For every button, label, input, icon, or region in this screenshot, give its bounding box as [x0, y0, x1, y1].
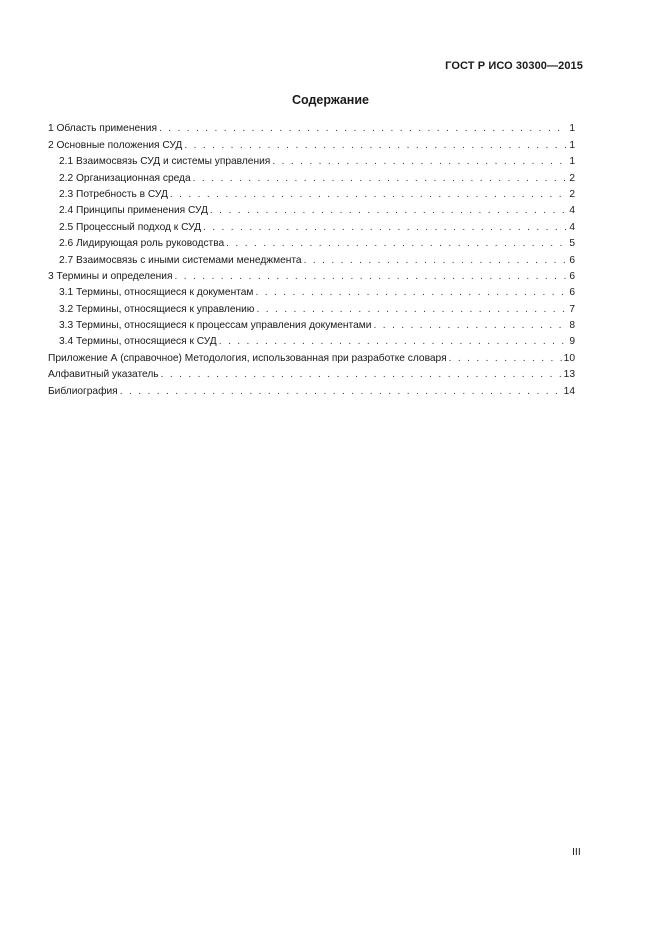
toc-entry[interactable]	[48, 201, 575, 217]
toc-entry[interactable]	[48, 381, 575, 397]
toc-entry-label: 3 Термины и определения	[48, 270, 173, 282]
toc-entry[interactable]	[48, 234, 575, 250]
toc-entry-label: 3.4 Термины, относящиеся к СУД	[59, 336, 217, 348]
toc-entry-page: 2	[569, 188, 575, 200]
toc-entry-label: 2.4 Принципы применения СУД	[59, 205, 208, 217]
toc-leader-dots	[210, 205, 567, 217]
toc-entry-label: 1 Область применения	[48, 123, 157, 135]
toc-entry[interactable]	[48, 267, 575, 283]
standard-header: ГОСТ Р ИСО 30300—2015	[445, 60, 583, 72]
toc-entry[interactable]	[48, 168, 575, 184]
toc-leader-dots	[159, 123, 567, 135]
toc-entry[interactable]	[48, 365, 575, 381]
table-of-contents	[48, 119, 575, 398]
toc-entry-label: 2.3 Потребность в СУД	[59, 188, 168, 200]
toc-entry[interactable]	[48, 348, 575, 364]
toc-leader-dots	[193, 173, 568, 185]
toc-leader-dots	[255, 287, 567, 299]
toc-leader-dots	[184, 140, 567, 152]
toc-entry[interactable]	[48, 332, 575, 348]
toc-entry-page: 8	[569, 320, 575, 332]
toc-entry-page: 5	[569, 238, 575, 250]
toc-entry-page: 14	[563, 385, 575, 397]
toc-entry[interactable]	[48, 185, 575, 201]
toc-entry-page: 1	[569, 123, 575, 135]
toc-entry-page: 6	[569, 287, 575, 299]
toc-entry-page: 4	[569, 221, 575, 233]
toc-leader-dots	[272, 156, 567, 168]
toc-entry-page: 1	[569, 139, 575, 151]
toc-entry[interactable]	[48, 135, 575, 151]
toc-leader-dots	[161, 369, 562, 381]
toc-entry[interactable]	[48, 152, 575, 168]
toc-leader-dots	[226, 238, 567, 250]
page-number: III	[572, 846, 581, 858]
toc-entry-label: 3.1 Термины, относящиеся к документам	[59, 287, 254, 299]
toc-entry-label: 3.2 Термины, относящиеся к управлению	[59, 303, 255, 315]
toc-leader-dots	[219, 336, 568, 348]
toc-entry[interactable]	[48, 250, 575, 266]
toc-entry-label: 2.5 Процессный подход к СУД	[59, 221, 202, 233]
toc-leader-dots	[256, 304, 567, 316]
toc-entry-label: Приложение А (справочное) Методология, использованная при разработке словаря	[48, 352, 447, 364]
toc-leader-dots	[203, 222, 567, 234]
toc-entry-label: 2.7 Взаимосвязь с иными системами менеджмента	[59, 254, 302, 266]
toc-leader-dots	[174, 271, 567, 283]
toc-leader-dots	[120, 386, 562, 398]
toc-entry-page: 7	[569, 303, 575, 315]
toc-entry-page: 1	[569, 156, 575, 168]
toc-entry-label: 2 Основные положения СУД	[48, 139, 183, 151]
toc-entry[interactable]	[48, 316, 575, 332]
toc-entry-label: Библиография	[48, 385, 118, 397]
toc-entry-label: 2.2 Организационная среда	[59, 172, 191, 184]
toc-leader-dots	[373, 320, 567, 332]
toc-leader-dots	[449, 353, 562, 365]
toc-entry-page: 13	[563, 369, 575, 381]
toc-entry-page: 2	[569, 172, 575, 184]
toc-entry-page: 4	[569, 205, 575, 217]
page-title: Содержание	[291, 93, 369, 107]
toc-entry[interactable]	[48, 283, 575, 299]
toc-entry-label: 2.1 Взаимосвязь СУД и системы управления	[59, 156, 271, 168]
toc-leader-dots	[304, 255, 568, 267]
toc-entry-label: 2.6 Лидирующая роль руководства	[59, 238, 225, 250]
toc-entry-label: 3.3 Термины, относящиеся к процессам управления документами	[59, 320, 372, 332]
toc-entry[interactable]	[48, 119, 575, 135]
toc-entry-page: 6	[569, 254, 575, 266]
toc-entry-page: 9	[569, 336, 575, 348]
toc-entry-label: Алфавитный указатель	[48, 369, 159, 381]
toc-entry-page: 10	[563, 352, 575, 364]
toc-entry[interactable]	[48, 217, 575, 233]
toc-entry-page: 6	[569, 270, 575, 282]
toc-leader-dots	[170, 189, 567, 201]
toc-entry[interactable]	[48, 299, 575, 315]
